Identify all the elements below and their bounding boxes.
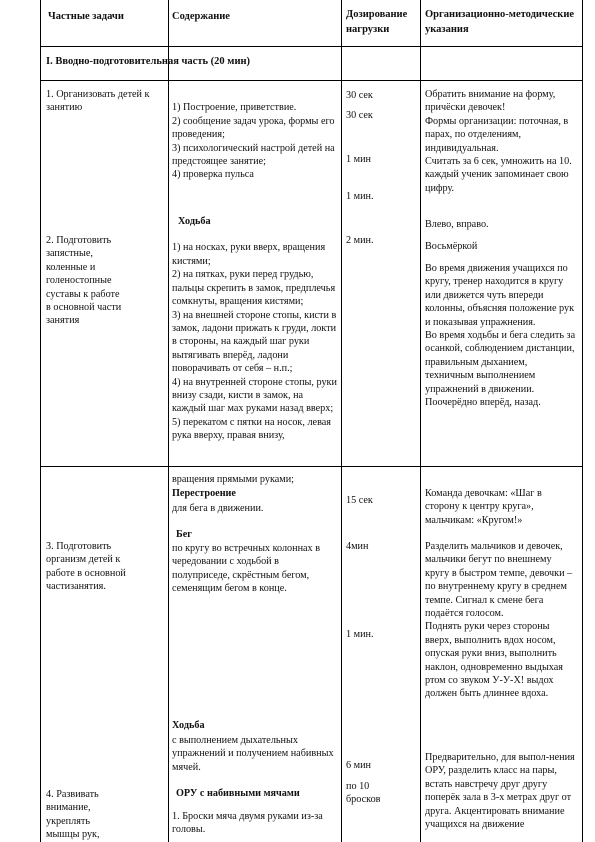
content-rotation: вращения прямыми руками; [172,474,294,485]
dose-1-4: 1 мин. [346,191,374,202]
content-rebuild: для бега в движении. [172,503,264,514]
header-tasks: Частные задачи [48,11,124,22]
section-bottom-rule [40,80,582,81]
content-oru-1: 1. Броски мяча двумя руками из-за головы. [172,811,323,836]
dose-2-5: по 10 бросков [346,781,381,806]
content-block-1 [172,88,338,456]
notes-2-3: Предварительно, для выпол-нения ОРУ, разделить класс на пары, встать навстречу друг другу поперёк зала в 3-х метрах друг от друга. Акцентировать внимание учащихся на движение [425,752,575,831]
task-1: 1. Организовать детей к занятию [46,89,150,114]
table-divider-3 [420,0,421,842]
dose-1-5: 2 мин. [346,235,374,246]
dose-2-2: 4мин [346,541,369,552]
table-divider-2 [341,0,342,842]
content-walking-list: 1) на носках, руки вверх, вращения кистями; 2) на пятках, руки перед грудью, пальцы скрепить в замок, предплечья сомкнуты, вращения кистями; 3) на внешней стороне стопы, кисти в замок, ладони прижать к груди, локти в стороны, на каждый шаг руки вытягивать вперёд, ладони поворачивать от себя – н.п.; 4) на внутренней стороне стопы, руки внизу сзади, кисти в замок, на каждый шаг мах руками назад вверх; 5) перекатом с пятки на носок, левая рука вверху, правая внизу, [172,242,337,442]
table-border-left [40,0,41,842]
dose-1-1: 30 сек [346,90,373,101]
dose-2-4: 6 мин [346,760,371,771]
notes-1-4: Во время движения учащихся по кругу, тренер находится в кругу или движется чуть впереди колонны, объясняя положение рук и показывая упражнения. Во время ходьбы и бега следить за осанкой, соблюдением дистанции, правильным дыханием, техничным выполнением упражнений в движении. Поочерёдно вперёд, назад. [425,263,576,409]
table-border-right [582,0,583,842]
dose-2-3: 1 мин. [346,629,374,640]
dose-1-3: 1 мин [346,154,371,165]
header-dosage: Дозирование нагрузки [346,9,408,35]
content-run-title: Бег [176,529,192,540]
notes-2-1: Команда девочкам: «Шаг в сторону к центру круга», мальчикам: «Кругом!» [425,488,542,526]
task-2: 2. Подготовить запястные, коленные и голеностопные суставы к работе в основной части занятия [46,235,122,327]
notes-1-2: Влево, вправо. [425,219,489,230]
notes-1-1: Обратить внимание на форму, причёски девочек! Формы организации: поточная, в парах, по отделениям, индивидуальная. Считать за 6 сек, умножить на 10. каждый ученик запоминает свою цифру. [425,89,572,194]
header-bottom-rule [40,46,582,47]
notes-1-3: Восьмёркой [425,241,478,252]
content-walk-title: Ходьба [172,720,205,731]
content-walking-title: Ходьба [178,215,211,227]
header-method-notes: Организационно-методические указания [425,9,575,35]
header-content: Содержание [172,11,230,22]
dose-1-2: 30 сек [346,110,373,121]
content-run: по кругу во встречных колоннах в чередовании с ходьбой в полуприседе, скрёстным бегом, семенящим бегом в конце. [172,543,321,595]
block-separator-rule [40,466,582,467]
table-divider-1 [168,0,169,842]
content-oru-title: ОРУ с набивными мячами [176,788,300,799]
task-3: 3. Подготовить организм детей к работе в основной частизанятия. [46,541,126,593]
notes-2-2: Разделить мальчиков и девочек, мальчики бегут по внешнему кругу в быстром темпе, девочки – по внутреннему кругу в среднем темпе. Сигнал к смене бега подаётся голосом. Поднять руки через стороны вверх, выполнить вдох носом, опуская руки вниз, выполнить наклон, одновременно выдыхая ртом со звуком У-У-Х! выдох должен быть длиннее вдоха. [425,541,573,700]
task-4: 4. Развивать внимание, укреплять мышцы рук, [46,789,100,841]
content-intro: 1) Построение, приветствие. 2) сообщение задач урока, формы его проведения; 3) психологический настрой детей на предстоящее занятие; 4) проверка пульса [172,102,335,181]
dose-2-1: 15 сек [346,495,373,506]
section-title: I. Вводно-подготовительная часть (20 мин) [46,56,251,67]
content-rebuild-title: Перестроение [172,488,236,499]
content-walk: с выполнением дыхательных упражнений и получением набивных мячей. [172,735,334,773]
